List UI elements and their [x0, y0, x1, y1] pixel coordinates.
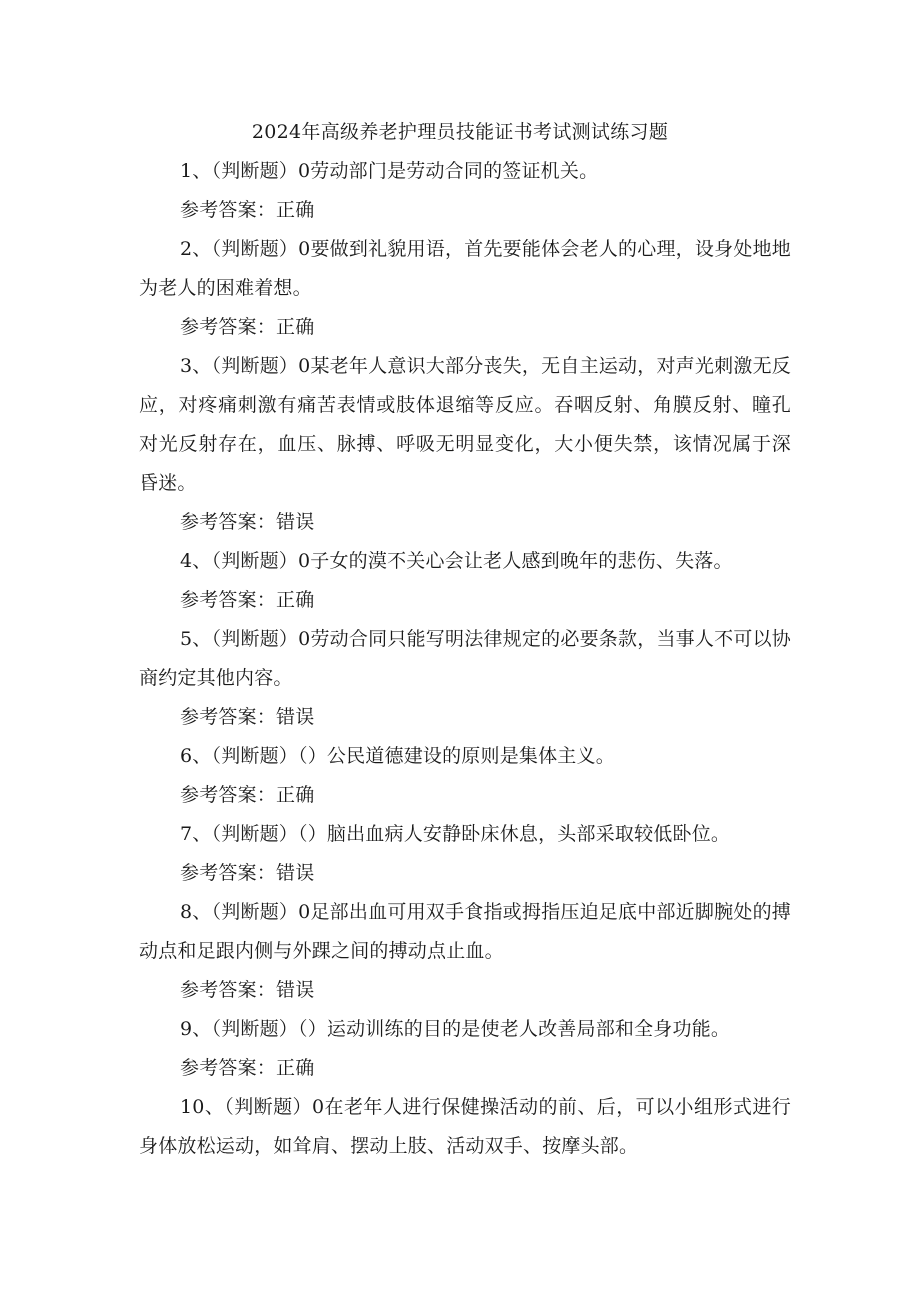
- question-text: 8、（判断题）0足部出血可用双手食指或拇指压迫足底中部近脚腕处的搏动点和足跟内侧与外踝之间的搏动点止血。: [139, 901, 791, 962]
- answer-value: 正确: [276, 589, 315, 611]
- answer-line: [139, 971, 791, 1010]
- answer-prefix: 参考答案：: [180, 316, 277, 338]
- question-text: 1、（判断题）0劳动部门是劳动合同的签证机关。: [180, 160, 599, 182]
- question-text: 3、（判断题）0某老年人意识大部分丧失，无自主运动，对声光刺激无反应，对疼痛刺激有痛苦表情或肢体退缩等反应。吞咽反射、角膜反射、瞳孔对光反射存在，血压、脉搏、呼吸无明显变化，大小便失禁，该情况属于深昏迷。: [139, 355, 791, 494]
- answer-line: [139, 1049, 791, 1088]
- answer-prefix: 参考答案：: [180, 199, 277, 221]
- question-text: 10、（判断题）0在老年人进行保健操活动的前、后，可以小组形式进行身体放松运动，如耸肩、摆动上肢、活动双手、按摩头部。: [139, 1096, 791, 1157]
- answer-line: [139, 503, 791, 542]
- answer-value: 正确: [276, 784, 315, 806]
- answer-prefix: 参考答案：: [180, 706, 277, 728]
- answer-value: 正确: [276, 1057, 315, 1079]
- answer-value: 错误: [276, 511, 315, 533]
- answer-line: [139, 308, 791, 347]
- answer-value: 正确: [276, 316, 315, 338]
- document-title: 2024年高级养老护理员技能证书考试测试练习题: [251, 121, 669, 143]
- answer-prefix: 参考答案：: [180, 511, 277, 533]
- question-list: [139, 152, 791, 1166]
- question-text: 4、（判断题）0子女的漠不关心会让老人感到晚年的悲伤、失落。: [180, 550, 733, 572]
- question-text: 6、（判断题）（）公民道德建设的原则是集体主义。: [180, 745, 615, 767]
- answer-value: 错误: [276, 862, 315, 884]
- answer-prefix: 参考答案：: [180, 1057, 277, 1079]
- answer-line: [139, 698, 791, 737]
- answer-line: [139, 776, 791, 815]
- answer-prefix: 参考答案：: [180, 589, 277, 611]
- question-text: 7、（判断题）（）脑出血病人安静卧床休息，头部采取较低卧位。: [180, 823, 731, 845]
- answer-line: [139, 581, 791, 620]
- answer-value: 正确: [276, 199, 315, 221]
- answer-line: [139, 854, 791, 893]
- answer-prefix: 参考答案：: [180, 979, 277, 1001]
- answer-line: [139, 191, 791, 230]
- answer-value: 错误: [276, 706, 315, 728]
- answer-prefix: 参考答案：: [180, 862, 277, 884]
- question-text: 9、（判断题）（）运动训练的目的是使老人改善局部和全身功能。: [180, 1018, 731, 1040]
- answer-prefix: 参考答案：: [180, 784, 277, 806]
- question-text: 5、（判断题）0劳动合同只能写明法律规定的必要条款，当事人不可以协商约定其他内容。: [139, 628, 791, 689]
- answer-value: 错误: [276, 979, 315, 1001]
- question-text: 2、（判断题）0要做到礼貌用语，首先要能体会老人的心理，设身处地地为老人的困难着想。: [139, 238, 791, 299]
